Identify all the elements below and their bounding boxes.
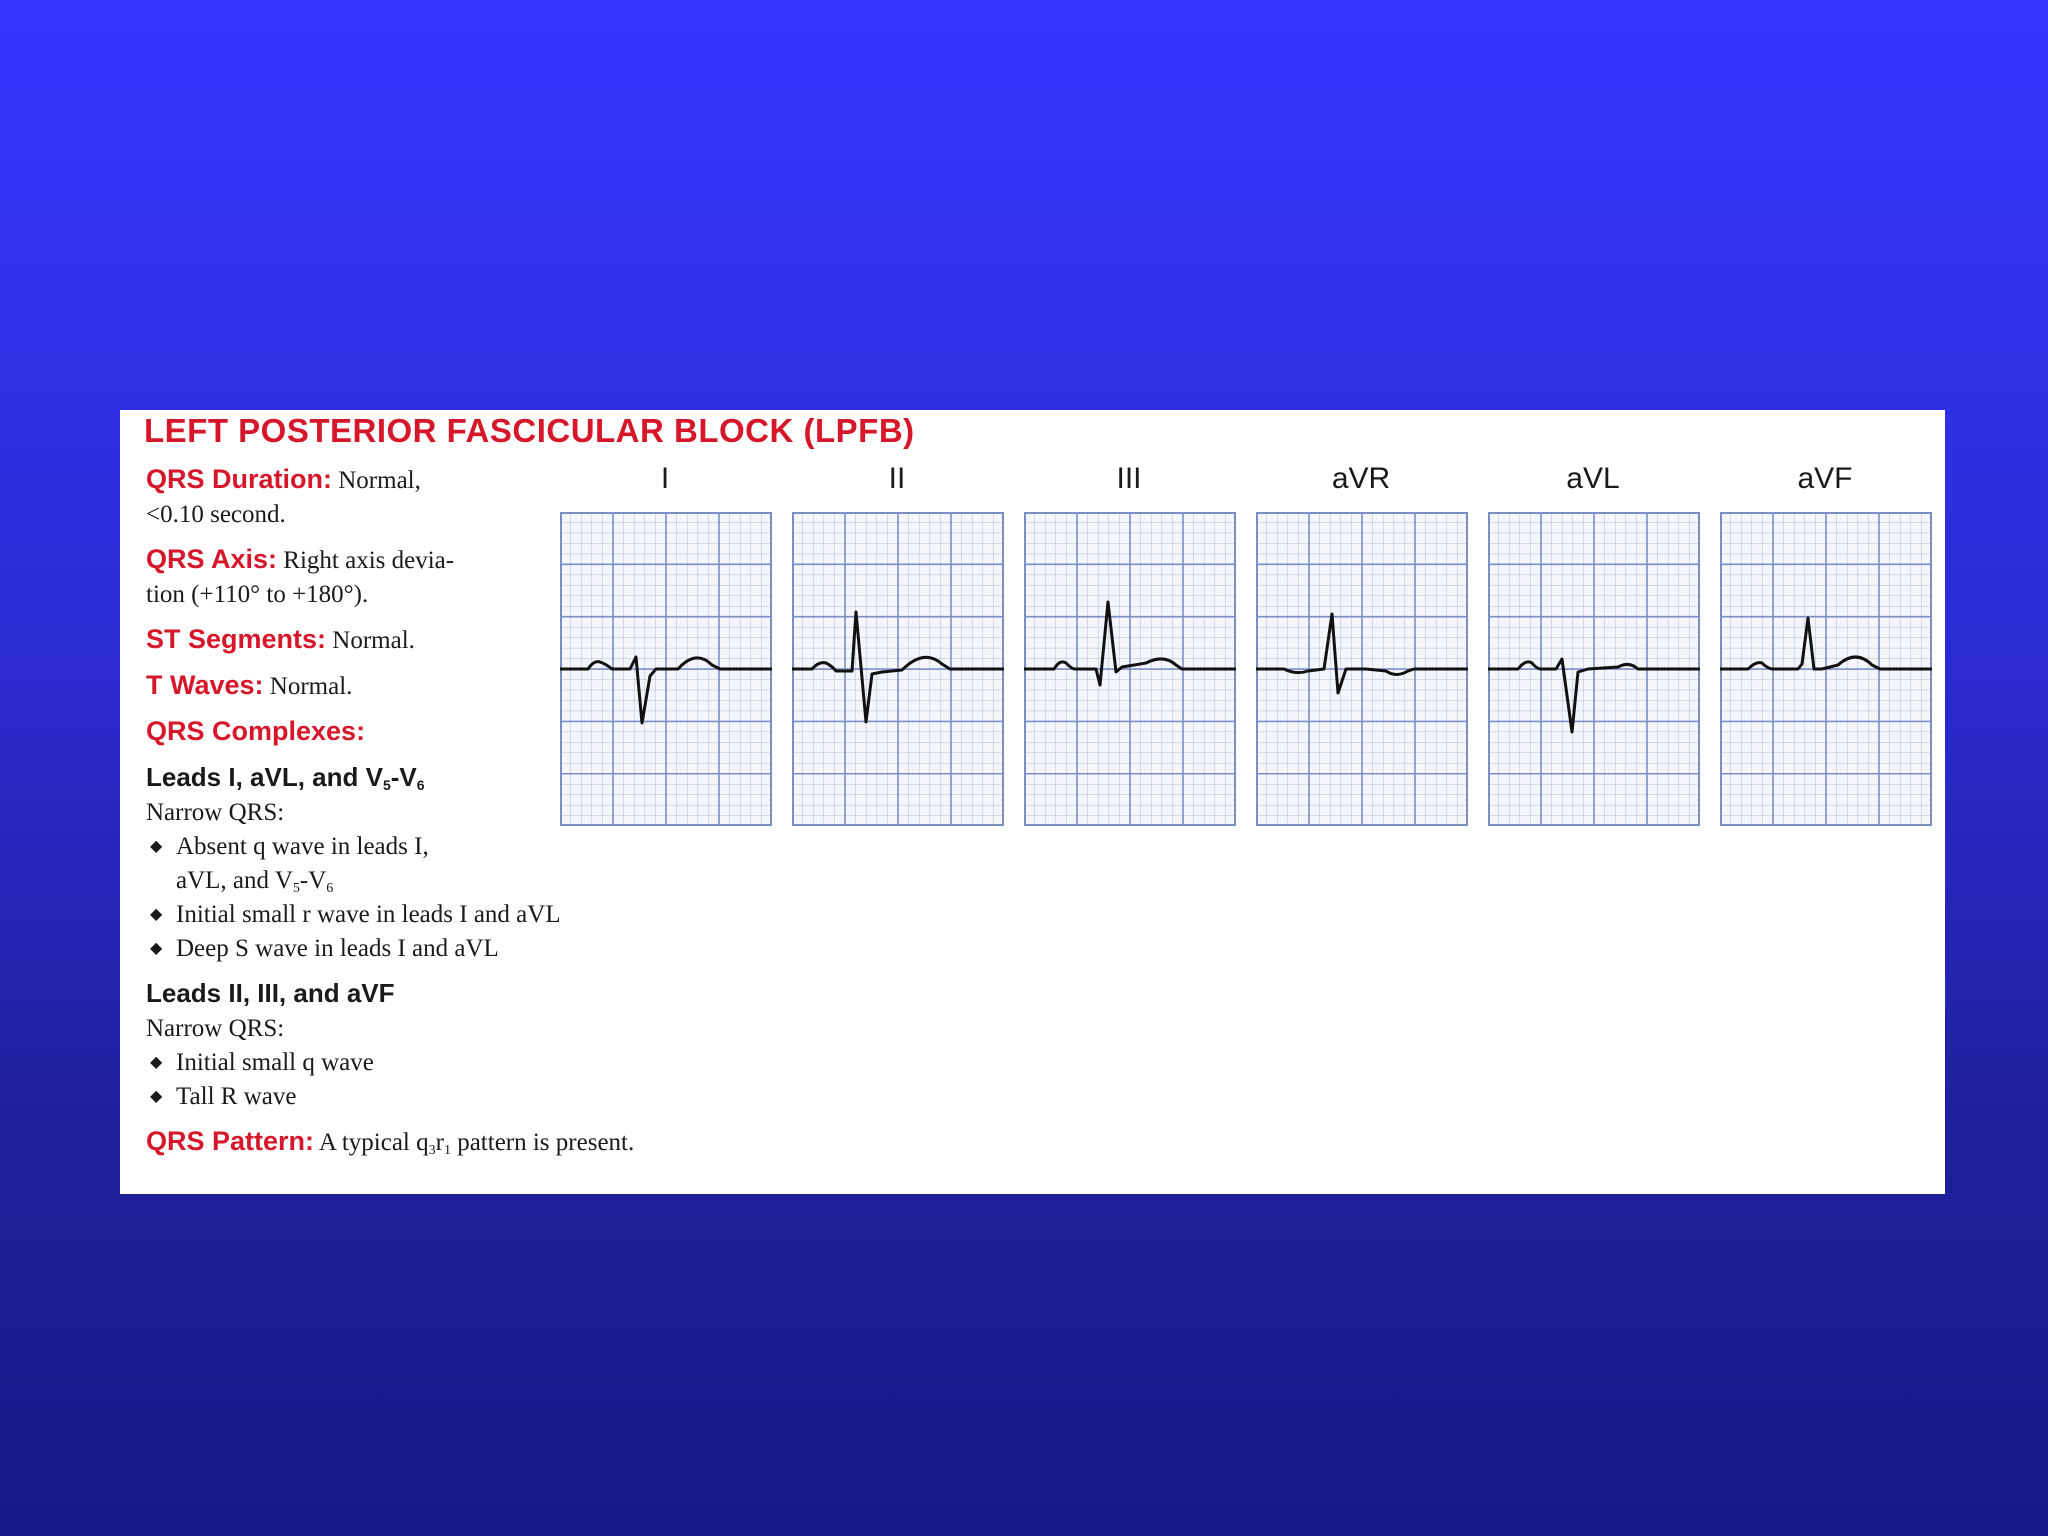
group1-heading-dash: -V [390,762,417,792]
group1-bullet-1: ◆ Absent q wave in leads I, aVL, and $V_5-V_6$ [146,830,766,898]
group1-bullet-3: ◆ Deep S wave in leads I and aVL [146,932,766,966]
qrs-pattern-line [146,1124,766,1160]
qrs-duration-label: QRS Duration: [146,464,332,494]
group1-heading-sub2: 6 [416,777,425,793]
qrs-pattern-label: QRS Pattern: [146,1126,315,1156]
page-title: LEFT POSTERIOR FASCICULAR BLOCK (LPFB) [144,412,915,449]
ecg-lead-aVL-icon [1488,512,1700,826]
lead-label-III: III [1116,462,1142,495]
ecg-lead-I-icon [560,512,772,826]
qrs-axis-label: QRS Axis: [146,544,278,574]
group1-heading-sub1: 5 [382,777,391,793]
lead-label-II: II [888,462,906,495]
ecg-lead-II-icon [792,512,1004,826]
ecg-lead-aVF-icon [1720,512,1932,826]
ecg-lead-III-icon [1024,512,1236,826]
group2-heading: Leads II, III, and aVF [146,978,395,1008]
qrs-axis-value: Right axis devia- [283,547,455,574]
qrs-duration-value: Normal, [338,467,421,494]
lead-label-aVL: aVL [1566,462,1620,495]
lead-label-aVR: aVR [1331,462,1391,495]
group1-heading-text: Leads I, aVL, and V [146,762,383,792]
qrs-axis-line2: tion (+110° to +180°). [146,581,369,608]
group1-narrow-qrs: Narrow QRS: [146,799,285,826]
st-segments-label: ST Segments: [146,624,327,654]
group2-bullet-2: ◆ Tall R wave [146,1080,766,1114]
t-waves-label: T Waves: [146,670,264,700]
lead-label-I: I [660,462,670,495]
group2-bullet-1: ◆ Initial small q wave [146,1046,766,1080]
lpfb-card [120,410,1945,1194]
qrs-duration-line2: <0.10 second. [146,501,286,528]
st-segments-value: Normal. [332,627,415,654]
t-waves-value: Normal. [269,673,353,700]
ecg-lead-aVR-icon [1256,512,1468,826]
group1-bullet-2: ◆ Initial small r wave in leads I and aVL [146,898,766,932]
lead-label-aVF: aVF [1797,462,1853,495]
qrs-pattern-value: A typical $q_3r_1$ pattern is present. [318,1129,635,1158]
group2-narrow-qrs: Narrow QRS: [146,1015,285,1042]
qrs-complexes-label: QRS Complexes: [146,716,366,746]
